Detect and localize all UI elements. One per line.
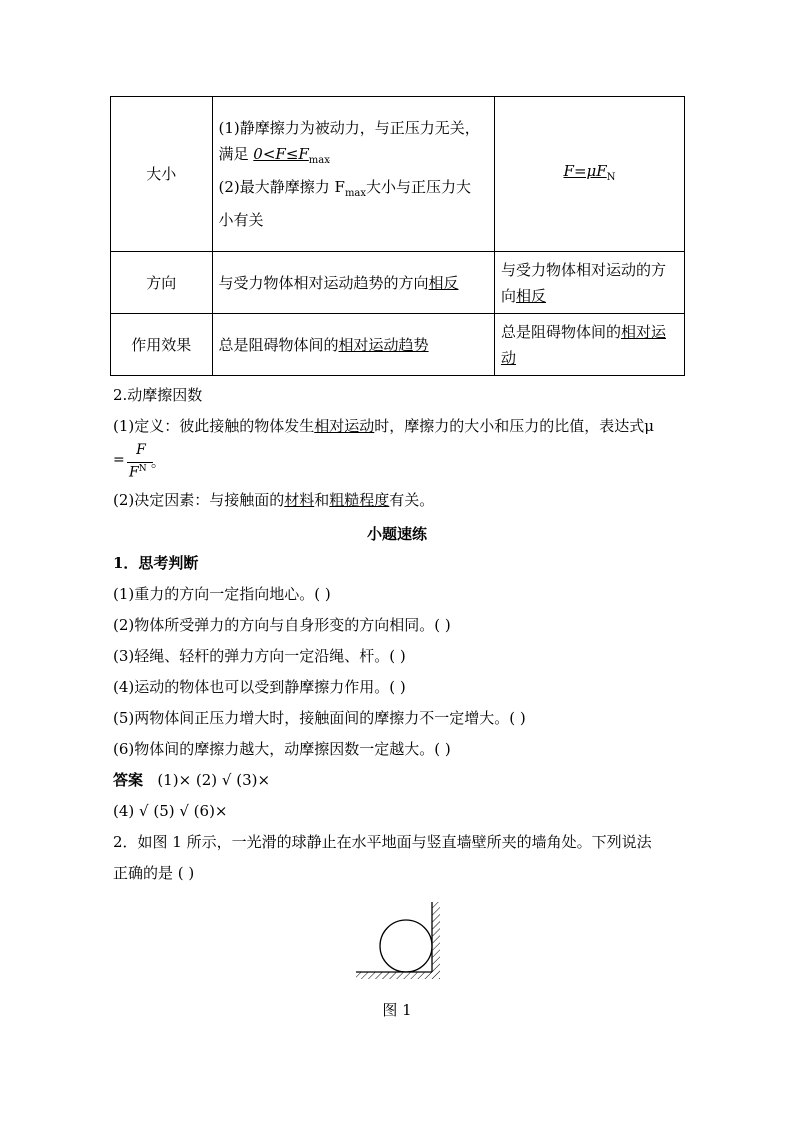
floor-hatch	[356, 972, 440, 979]
cell-text: 小有关	[218, 211, 264, 229]
list-item: (3)轻绳、轻杆的弹力方向一定沿绳、杆。( )	[113, 647, 406, 665]
friction-table	[110, 96, 685, 376]
kinetic-friction-cell: 与受力物体相对运动的方向相反	[494, 252, 684, 314]
table-row	[111, 97, 685, 252]
list-item: (6)物体间的摩擦力越大，动摩擦因数一定越大。( )	[113, 740, 451, 758]
figure-caption: 图 1	[382, 1001, 412, 1019]
cell-text: (1)静摩擦力为被动力，与正压力无关，	[218, 119, 480, 137]
static-friction-cell	[212, 97, 494, 252]
factor-text: (2)决定因素：与接触面的材料和粗糙程度有关。	[113, 491, 435, 509]
row-label: 大小	[111, 97, 213, 252]
kinetic-friction-cell: 总是阻碍物体间的相对运 动	[494, 314, 684, 376]
list-item: (1)重力的方向一定指向地心。( )	[113, 585, 331, 603]
question-heading: 1．思考判断	[113, 554, 199, 572]
question-text: 正确的是 ( )	[113, 864, 195, 882]
cell-text: 满足 $0<F\le F_{max}$	[218, 145, 330, 166]
static-friction-cell: 与受力物体相对运动趋势的方向相反	[212, 252, 494, 314]
answer-line: (4) √ (5) √ (6)×	[113, 802, 228, 820]
list-item: (2)物体所受弹力的方向与自身形变的方向相同。( )	[113, 616, 451, 634]
definition-text: (1)定义：彼此接触的物体发生相对运动时，摩擦力的大小和压力的比值，表达式μ	[113, 417, 655, 435]
question-text: 2．如图 1 所示，一光滑的球静止在水平地面与竖直墙壁所夹的墙角处。下列说法	[113, 833, 652, 851]
kinetic-friction-cell: $F=\mu F_N$	[494, 97, 684, 252]
row-label: 作用效果	[111, 314, 213, 376]
list-item: (4)运动的物体也可以受到静摩擦力作用。( )	[113, 678, 406, 696]
cell-text: (2)最大静摩擦力 $F_{max}$大小与正压力大	[218, 178, 472, 199]
document-page: 大小 (1)静摩擦力为被动力，与正压力无关， 满足 $0<F\le F_{max}$ (2)最大静摩擦力 $F_{max}$大小与正压力大 小有关 $F=\mu F_N$ 方向 与受力物体相对运动趋势的方向相反 与受力物体相对运动的方向相反 作用效果 总是阻碍物体间的相对运动趋势 总是阻碍物体间的相对运 动 2.动摩擦因数 (1)定义：彼此接触的物体发生相对运动时，摩擦力的大小和压力的比值，表达式μ = F $F^N$ 。 (2)决定因素：与接触面的材料和粗糙程度有关。 小题速练 1．思考判断 (1)重力的方向一定指向地心。( ) (2)物体所受弹力的方向与自身形变的方向相同。( ) (3)轻绳、轻杆的弹力方向一定沿绳、杆。( ) (4)运动的物体也可以受到静摩擦力作用。( ) (5)两物体间正压力增大时，接触面间的摩擦力不一定增大。( ) (6)物体间的摩擦力越大，动摩擦因数一定越大。( ) 答案 (1)× (2) √ (3)× (4) √ (5) √ (6)× 2．如图 1 所示，一光滑的球静止在水平地面与竖直墙壁所夹的墙角处。下列说法 正确的是 ( ) 图 1	[0, 0, 794, 1123]
ball	[380, 920, 432, 972]
static-friction-cell: 总是阻碍物体间的相对运动趋势	[212, 314, 494, 376]
answer-line: 答案 (1)× (2) √ (3)×	[113, 771, 271, 789]
row-label: 方向	[111, 252, 213, 314]
wall-hatch	[432, 902, 440, 972]
section-heading: 2.动摩擦因数	[113, 386, 203, 404]
list-item: (5)两物体间正压力增大时，接触面间的摩擦力不一定增大。( )	[113, 709, 526, 727]
ball-corner-figure	[352, 896, 452, 986]
table-row	[111, 252, 685, 314]
table-row	[111, 314, 685, 376]
practice-title: 小题速练	[366, 525, 427, 543]
